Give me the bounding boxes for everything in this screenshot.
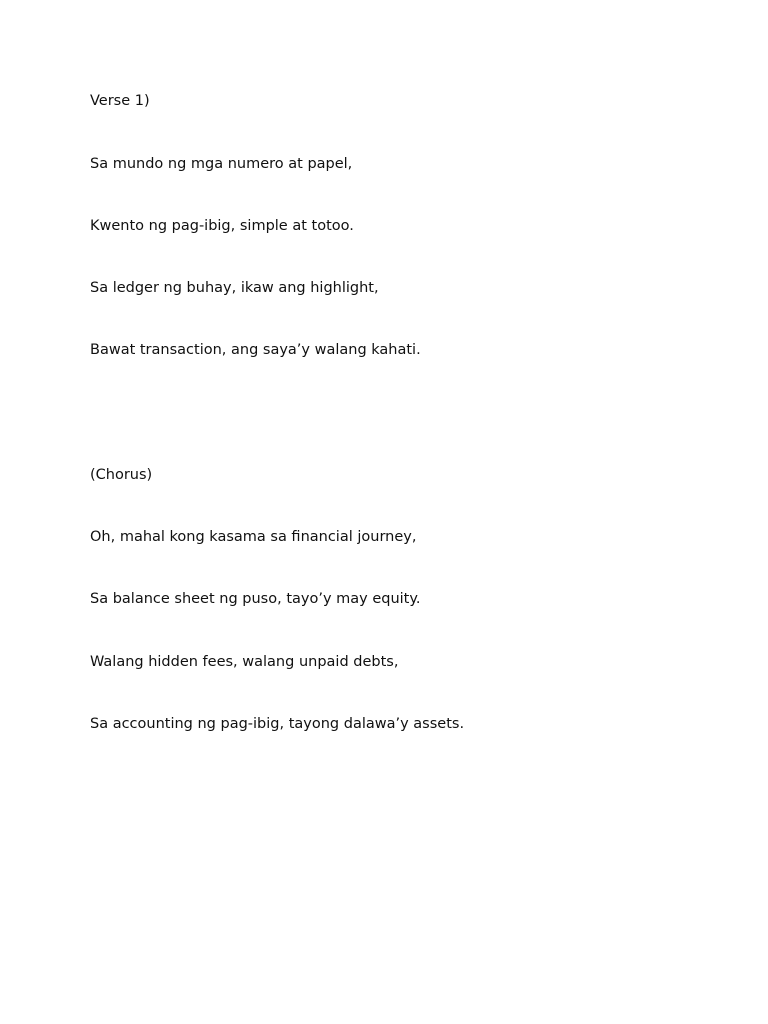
chorus-line: Oh, mahal kong kasama sa financial journey,	[90, 529, 417, 545]
chorus-line: Sa accounting ng pag-ibig, tayong dalawa’y assets.	[90, 716, 465, 732]
chorus-line: Sa balance sheet ng puso, tayo’y may equity.	[90, 591, 421, 607]
verse-line: Sa ledger ng buhay, ikaw ang highlight,	[90, 280, 379, 296]
chorus-line: Walang hidden fees, walang unpaid debts,	[90, 654, 399, 670]
chorus-heading: (Chorus)	[90, 467, 153, 483]
verse-line: Sa mundo ng mga numero at papel,	[90, 156, 353, 172]
verse-line: Bawat transaction, ang saya’y walang kahati.	[90, 342, 421, 358]
verse-line: Kwento ng pag-ibig, simple at totoo.	[90, 218, 354, 234]
verse-heading: Verse 1)	[90, 93, 150, 109]
